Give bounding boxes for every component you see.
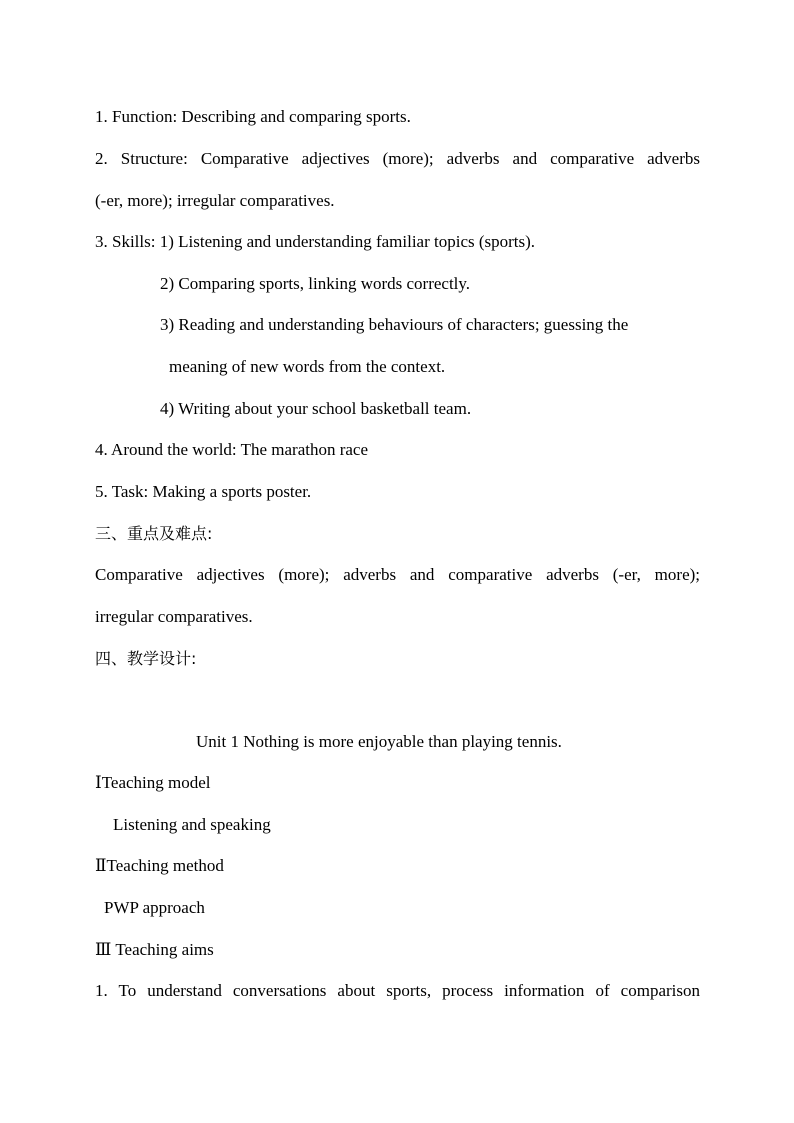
teaching-model-value: Listening and speaking — [113, 815, 271, 834]
skills-item-1: 3. Skills: 1) Listening and understanding familiar topics (sports). — [95, 232, 536, 251]
structure-item-continued: (-er, more); irregular comparatives. — [95, 191, 335, 210]
section-3-heading: 三、重点及难点: — [95, 524, 213, 543]
teaching-method-heading: ⅡTeaching method — [95, 856, 224, 875]
around-the-world-item: 4. Around the world: The marathon race — [95, 440, 369, 459]
section-4-heading: 四、教学设计: — [95, 649, 197, 668]
skills-item-2: 2) Comparing sports, linking words correctly. — [160, 274, 471, 293]
skills-item-3: 3) Reading and understanding behaviours of characters; guessing the — [160, 315, 629, 334]
teaching-aim-1: 1. To understand conversations about sports, process information of comparison — [95, 981, 700, 1000]
key-points-line-2: irregular comparatives. — [95, 607, 253, 626]
key-points-line-1: Comparative adjectives (more); adverbs and comparative adverbs (-er, more); — [95, 565, 700, 584]
unit-title: Unit 1 Nothing is more enjoyable than playing tennis. — [196, 732, 562, 751]
structure-item: 2. Structure: Comparative adjectives (more); adverbs and comparative adverbs — [95, 149, 700, 168]
teaching-aims-heading: Ⅲ Teaching aims — [95, 940, 214, 959]
function-item: 1. Function: Describing and comparing sports. — [95, 107, 411, 126]
task-item: 5. Task: Making a sports poster. — [95, 482, 312, 501]
skills-item-4: 4) Writing about your school basketball team. — [160, 399, 472, 418]
teaching-model-heading: ⅠTeaching model — [95, 773, 211, 792]
teaching-method-value: PWP approach — [104, 898, 205, 917]
skills-item-3-continued: meaning of new words from the context. — [169, 357, 446, 376]
